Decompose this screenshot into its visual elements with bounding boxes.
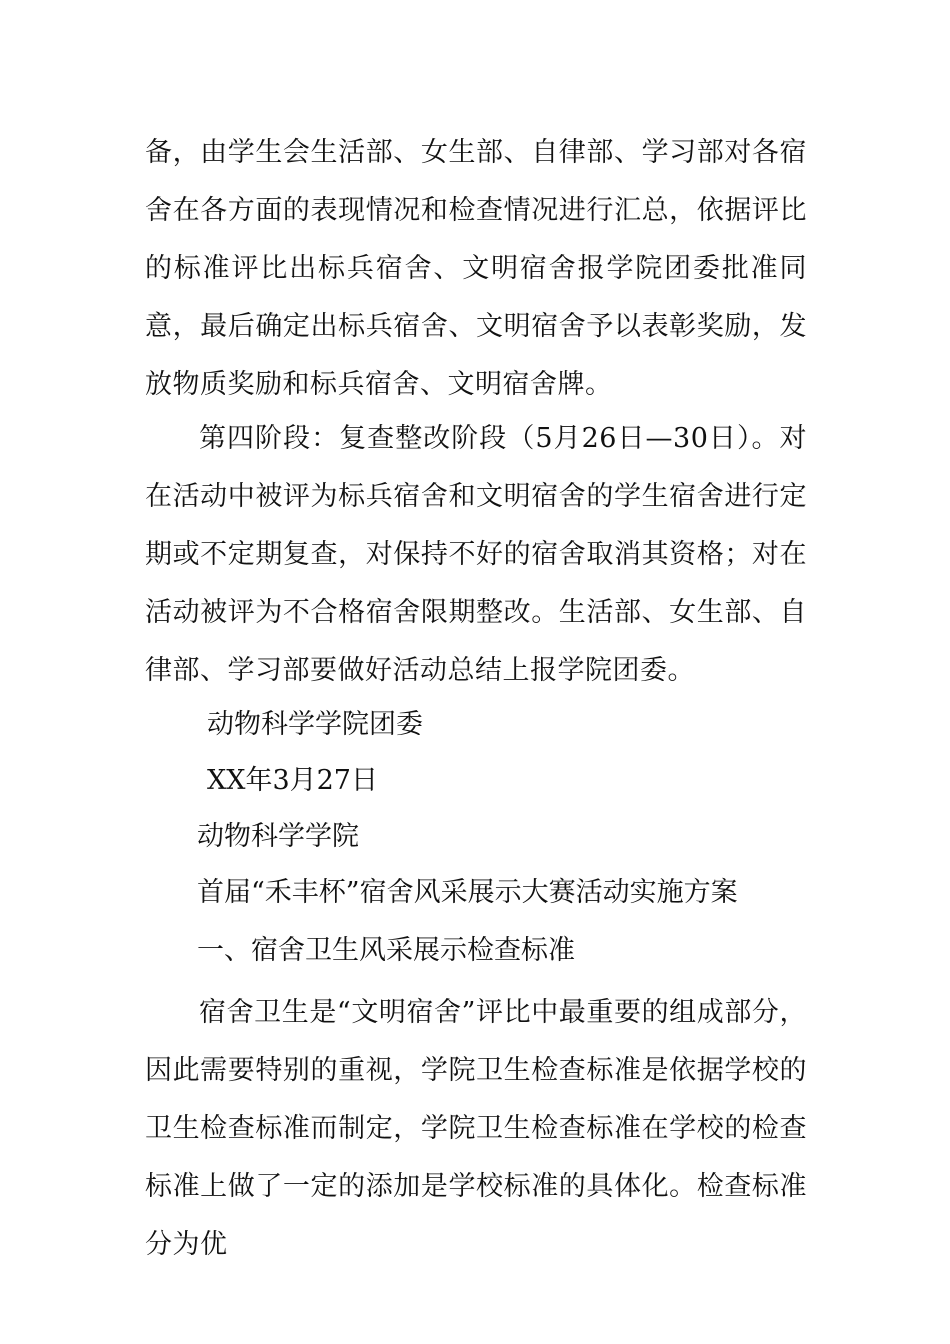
paragraph-recheck-stage: 第四阶段：复查整改阶段（5月26日—30日）。对在活动中被评为标兵宿舍和文明宿舍的学生宿舍进行定期或不定期复查，对保持不好的宿舍取消其资格；对在活动被评为不合格宿舍限期整改。生活部、女生部、自律部、学习部要做好活动总结上报学院团委。 [145, 423, 807, 686]
paragraph-hygiene-standard: 宿舍卫生是“文明宿舍”评比中最重要的组成部分，因此需要特别的重视，学院卫生检查标准是依据学校的卫生检查标准而制定，学院卫生检查标准在学校的检查标准上做了一定的添加是学校标准的具体化。检查标准分为优 [145, 997, 807, 1260]
section-heading: 一、宿舍卫生风采展示检查标准 [197, 935, 575, 966]
plan-title: 首届“禾丰杯”宿舍风采展示大赛活动实施方案 [197, 877, 738, 908]
college-name: 动物科学学院 [197, 821, 359, 852]
signature-organization: 动物科学学院团委 [207, 709, 423, 740]
signature-date: XX年3月27日 [207, 765, 378, 796]
paragraph-award-stage: 备，由学生会生活部、女生部、自律部、学习部对各宿舍在各方面的表现情况和检查情况进行汇总，依据评比的标准评比出标兵宿舍、文明宿舍报学院团委批准同意，最后确定出标兵宿舍、文明宿舍予以表彰奖励，发放物质奖励和标兵宿舍、文明宿舍牌。 [145, 137, 807, 400]
